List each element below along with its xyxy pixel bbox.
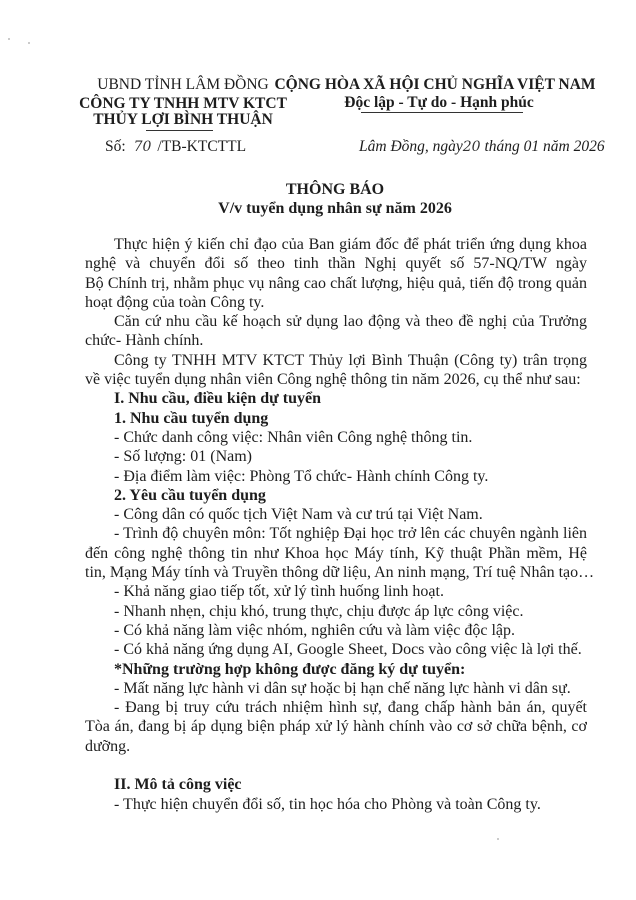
paragraph-line: nghệ và chuyển đổi số theo tinh thần Nghị quyết số 57-NQ/TW ngày [85, 255, 587, 273]
list-item: - Đang bị truy cứu trách nhiệm hình sự, đang chấp hành bản án, quyết [114, 699, 587, 717]
paragraph-line: Căn cứ nhu cầu kế hoạch sử dụng lao động và theo đề nghị của Trưởng [114, 313, 587, 331]
list-item: - Có khả năng làm việc nhóm, nghiên cứu và làm việc độc lập. [114, 621, 515, 639]
document-subtitle: V/v tuyển dụng nhân sự năm 2026 [218, 200, 452, 217]
date-day-handwritten: 20 [462, 139, 481, 155]
list-item: - Khả năng giao tiếp tốt, xử lý tình huống linh hoạt. [114, 583, 444, 601]
exclusion-heading: *Những trường hợp không được đăng ký dự tuyển: [114, 660, 466, 678]
paragraph-line: Thực hiện ý kiến chỉ đạo của Ban giám đốc để phát triển ứng dụng khoa [114, 236, 587, 253]
header-underline-left [146, 130, 213, 131]
list-item: - Trình độ chuyên môn: Tốt nghiệp Đại học trở lên các chuyên ngành liên [114, 525, 587, 543]
date-suffix: tháng 01 năm 2026 [480, 138, 605, 155]
list-item: - Số lượng: 01 (Nam) [114, 448, 253, 466]
list-item-continuation: Tòa án, đang bị áp dụng biện pháp xử lý hành chính vào cơ sở chữa bệnh, cơ [85, 718, 587, 736]
company-name-line2: THỦY LỢI BÌNH THUẬN [93, 111, 273, 128]
scan-speck [28, 42, 30, 44]
list-item: - Thực hiện chuyển đổi số, tin học hóa cho Phòng và toàn Công ty. [114, 795, 541, 813]
paragraph-line: hoạt động của toàn Công ty. [85, 293, 265, 311]
list-item: - Địa điểm làm việc: Phòng Tổ chức- Hành chính Công ty. [114, 467, 489, 485]
document-number [105, 138, 246, 156]
section-heading: I. Nhu cầu, điều kiện dự tuyển [114, 390, 321, 408]
list-item: - Nhanh nhẹn, chịu khó, trung thực, chịu được áp lực công việc. [114, 602, 524, 620]
list-item: - Công dân có quốc tịch Việt Nam và cư trú tại Việt Nam. [114, 506, 483, 524]
number-label: Số: [105, 138, 126, 155]
document-title: THÔNG BÁO [285, 181, 385, 198]
document-date [359, 138, 605, 156]
agency-name: UBND TỈNH LÂM ĐỒNG [97, 76, 269, 93]
date-prefix: Lâm Đồng, ngày [359, 138, 463, 155]
blank-line [85, 756, 587, 775]
company-name-line1: CÔNG TY TNHH MTV KTCT [79, 95, 287, 112]
national-motto: Độc lập - Tự do - Hạnh phúc [344, 94, 534, 111]
list-item-continuation: dưỡng. [85, 737, 131, 755]
paragraph-line: về việc tuyển dụng nhân viên Công nghệ thông tin năm 2026, cụ thể như sau: [85, 371, 581, 389]
subsection-heading: 2. Yêu cầu tuyển dụng [114, 486, 266, 504]
subsection-heading: 1. Nhu cầu tuyển dụng [114, 409, 269, 427]
list-item-continuation: đến công nghệ thông tin như Khoa học Máy tính, Kỹ thuật Phần mềm, Hệ [85, 544, 587, 562]
document-body [85, 235, 595, 814]
number-suffix: /TB-KTCTTL [157, 138, 247, 155]
list-item: - Mất năng lực hành vi dân sự hoặc bị hạn chế năng lực hành vi dân sự. [114, 679, 571, 697]
list-item: - Chức danh công việc: Nhân viên Công nghệ thông tin. [114, 428, 473, 446]
list-item-continuation: tin, Mạng Máy tính và Truyền thông dữ liệu, An ninh mạng, Trí tuệ Nhân tạo… [85, 564, 595, 582]
list-item: - Có khả năng ứng dụng AI, Google Sheet, Docs vào công việc là lợi thế. [114, 641, 582, 659]
scan-speck [497, 838, 499, 840]
section-heading: II. Mô tả công việc [114, 776, 242, 794]
paragraph-line: Công ty TNHH MTV KTCT Thủy lợi Bình Thuận (Công ty) trân trọng [114, 351, 587, 369]
paragraph-line: chức- Hành chính. [85, 332, 204, 350]
paragraph-line: Bộ Chính trị, nhằm phục vụ nâng cao chất lượng, hiệu quả, tiến độ trong quản [85, 274, 587, 292]
national-title: CỘNG HÒA XÃ HỘI CHỦ NGHĨA VIỆT NAM [274, 76, 596, 93]
number-value-handwritten: 70 [133, 139, 152, 155]
scan-speck [8, 38, 10, 40]
header-underline-right [361, 112, 523, 113]
